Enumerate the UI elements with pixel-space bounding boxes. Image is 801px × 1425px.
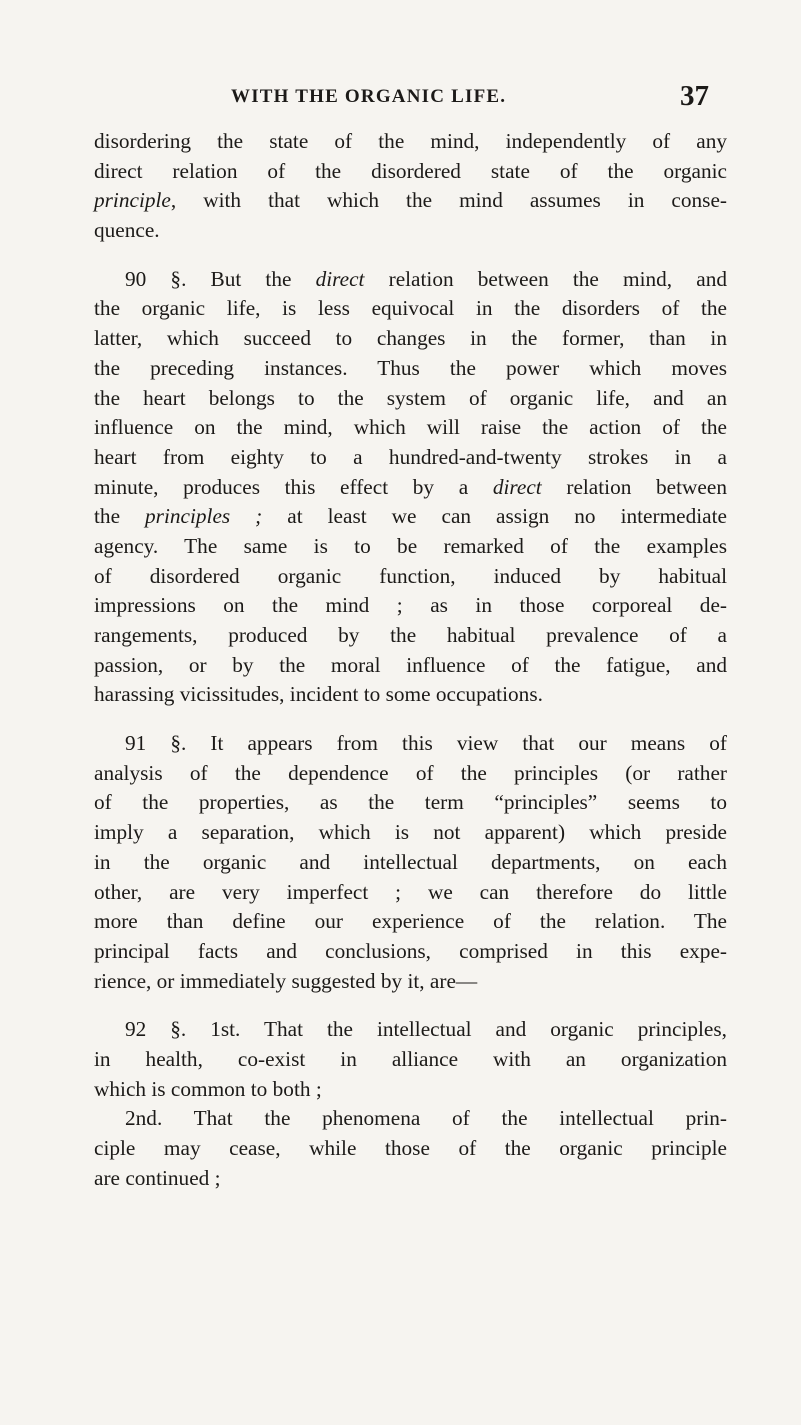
italic-term: principle — [94, 188, 171, 213]
section-90-first-line: 90 §. But the direct relation between the mind, and — [125, 266, 727, 291]
text-line: principle, with that which the mind assumes in conse- — [94, 188, 727, 213]
text-line: quence. — [94, 218, 160, 243]
italic-term: direct — [492, 474, 542, 499]
text-line: the principles ; at least we can assign no intermediate — [94, 504, 727, 529]
text-line: other, are very imperfect ; we can therefore do little — [94, 879, 727, 904]
text-line: influence on the mind, which will raise the action of the — [94, 415, 727, 440]
text-line: ciple may cease, while those of the organic principle — [94, 1136, 727, 1160]
text-line: imply a separation, which is not apparent) which preside — [94, 820, 727, 845]
text-line: passion, or by the moral influence of the fatigue, and — [94, 652, 727, 677]
text-line: principal facts and conclusions, comprised in this expe- — [94, 938, 727, 963]
text-line: 2nd. That the phenomena of the intellectual prin- — [125, 1106, 727, 1131]
page-number: 37 — [680, 80, 709, 112]
text-line: are continued ; — [94, 1165, 221, 1190]
text-line: latter, which succeed to changes in the former, than in — [94, 326, 727, 351]
paragraph-gap — [94, 996, 727, 1015]
text-line: the preceding instances. Thus the power which moves — [94, 355, 727, 380]
text-line: heart from eighty to a hundred-and-twenty strokes in a — [94, 444, 727, 469]
text-line: disordering the state of the mind, independently of any — [94, 129, 727, 153]
running-head — [0, 80, 801, 120]
text-line: rangements, produced by the habitual prevalence of a — [94, 623, 727, 647]
text-line: in the organic and intellectual departments, on each — [94, 849, 727, 874]
text-line: minute, produces this effect by a direct relation between — [94, 474, 727, 499]
section-91-first-line: 91 §. It appears from this view that our means of — [125, 731, 727, 756]
text-line: which is common to both ; — [94, 1076, 322, 1101]
text-line: agency. The same is to be remarked of the examples — [94, 533, 727, 558]
text-line: of disordered organic function, induced by habitual — [94, 563, 727, 588]
text-line: the organic life, is less equivocal in the disorders of the — [94, 296, 727, 321]
paragraph-gap — [94, 710, 727, 729]
paragraph-gap — [94, 246, 727, 265]
text-line: harassing vicissitudes, incident to some occupations. — [94, 682, 543, 707]
text-line: analysis of the dependence of the principles (or rather — [94, 760, 727, 785]
text-line: more than define our experience of the relation. The — [94, 909, 727, 934]
text-line: rience, or immediately suggested by it, are— — [94, 968, 478, 993]
running-head-title: WITH THE ORGANIC LIFE. — [231, 86, 507, 107]
text-line: of the properties, as the term “principles” seems to — [94, 790, 727, 815]
body-text — [94, 127, 727, 1193]
section-92-first-line: 92 §. 1st. That the intellectual and organic principles, — [125, 1017, 727, 1042]
text-line: in health, co-exist in alliance with an organization — [94, 1046, 727, 1071]
italic-term: principles ; — [145, 504, 263, 529]
italic-term: direct — [315, 266, 365, 291]
text-line: the heart belongs to the system of organic life, and an — [94, 385, 727, 410]
text-line: direct relation of the disordered state of the organic — [94, 158, 727, 183]
text-line: impressions on the mind ; as in those corporeal de- — [94, 593, 727, 618]
